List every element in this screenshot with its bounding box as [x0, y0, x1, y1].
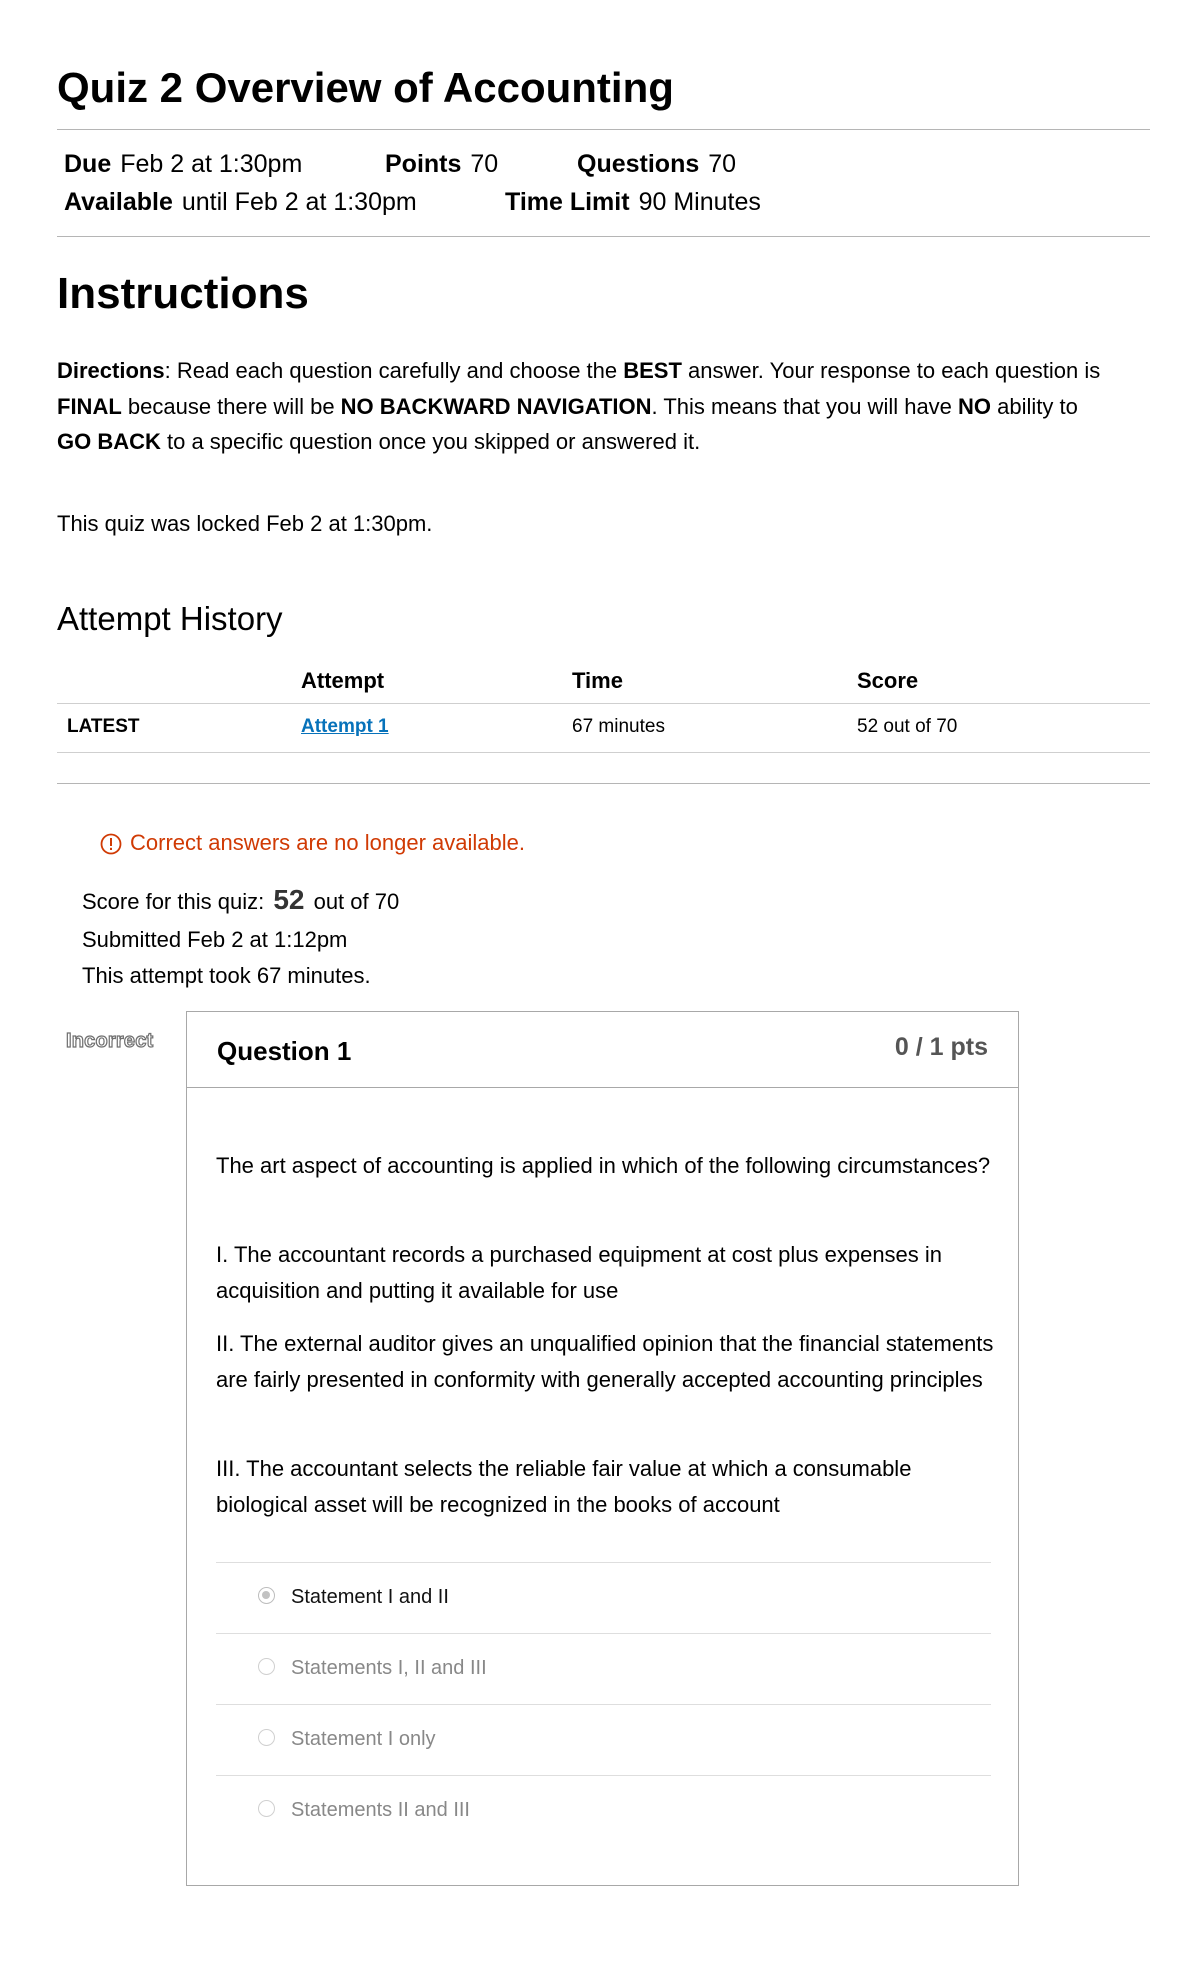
- radio-selected-icon[interactable]: [258, 1587, 275, 1604]
- alert-circle-icon: [100, 832, 122, 854]
- directions-part: . This means that you will have: [651, 393, 959, 419]
- answer-option[interactable]: [216, 1704, 991, 1775]
- locked-notice: This quiz was locked Feb 2 at 1:30pm.: [57, 511, 433, 536]
- radio-icon[interactable]: [258, 1658, 275, 1675]
- directions-text: [57, 353, 1117, 460]
- questions-label: Questions: [577, 150, 700, 178]
- table-row-divider: [57, 752, 1150, 753]
- available-label: Available: [64, 188, 173, 216]
- answer-option[interactable]: [216, 1562, 991, 1633]
- points-info: [385, 148, 498, 180]
- question-prompt: The art aspect of accounting is applied in which of the following circumstances?: [216, 1153, 991, 1178]
- submitted-time: Submitted Feb 2 at 1:12pm: [82, 927, 348, 952]
- directions-label: Directions: [57, 358, 165, 383]
- available-info: [64, 186, 417, 218]
- answer-list: [216, 1562, 991, 1846]
- answers-unavailable-alert: [100, 827, 525, 859]
- answer-label: Statement I and II: [291, 1586, 449, 1608]
- time-limit-label: Time Limit: [505, 188, 630, 216]
- time-limit-value: 90 Minutes: [638, 188, 761, 216]
- directions-part: because there will be: [121, 393, 341, 419]
- due-date: [64, 148, 302, 180]
- score-prefix: Score for this quiz:: [82, 889, 271, 914]
- directions-emphasis: NO: [958, 393, 992, 419]
- time-limit-info: [505, 186, 761, 218]
- questions-value: 70: [708, 150, 737, 178]
- directions-emphasis: NO BACKWARD NAVIGATION: [340, 393, 652, 419]
- attempt-cell: [301, 712, 389, 742]
- answer-label: Statement I only: [291, 1728, 436, 1750]
- directions-emphasis: GO BACK: [57, 429, 161, 454]
- question-statement-3: III. The accountant selects the reliable fair value at which a consumable biological asset will be recognized in the books of account: [216, 1456, 912, 1517]
- column-header-time: Time: [572, 668, 623, 693]
- attempt-history-heading: Attempt History: [57, 600, 283, 637]
- answer-option[interactable]: [216, 1775, 991, 1846]
- answer-label: Statements II and III: [291, 1799, 470, 1821]
- section-divider: [57, 783, 1150, 784]
- directions-part: to a specific question once you skipped or answered it.: [160, 429, 701, 454]
- available-value: until Feb 2 at 1:30pm: [181, 188, 417, 216]
- directions-emphasis: BEST: [623, 358, 682, 383]
- question-title: Question 1: [217, 1036, 352, 1066]
- points-value: 70: [470, 150, 499, 178]
- directions-part: ability to: [991, 393, 1078, 419]
- column-header-score: Score: [857, 668, 919, 693]
- alert-text: Correct answers are no longer available.: [130, 830, 525, 855]
- page-title: Quiz 2 Overview of Accounting: [57, 64, 674, 111]
- column-header-attempt: Attempt: [301, 668, 385, 693]
- score-cell: 52 out of 70: [857, 716, 958, 737]
- score-value: 52: [273, 884, 305, 915]
- latest-tag: LATEST: [67, 716, 140, 737]
- points-label: Points: [385, 150, 462, 178]
- radio-icon[interactable]: [258, 1800, 275, 1817]
- answer-label: Statements I, II and III: [291, 1657, 487, 1679]
- attempt-link[interactable]: Attempt 1: [301, 716, 389, 737]
- answer-option[interactable]: [216, 1633, 991, 1704]
- directions-part: answer. Your response to each question is: [681, 358, 1101, 383]
- attempt-duration: This attempt took 67 minutes.: [82, 963, 371, 988]
- question-statement-2: II. The external auditor gives an unqualified opinion that the financial statements are fairly presented in conformity with generally accepted accounting principles: [216, 1331, 994, 1392]
- time-cell: 67 minutes: [572, 716, 665, 737]
- directions-emphasis: FINAL: [57, 393, 122, 419]
- incorrect-badge: Incorrect: [66, 1030, 154, 1052]
- question-statement-1: I. The accountant records a purchased equipment at cost plus expenses in acquisition and putting it available for use: [216, 1242, 943, 1303]
- question-header: [187, 1012, 1018, 1088]
- question-points: 0 / 1 pts: [894, 1033, 988, 1061]
- quiz-score: [82, 884, 399, 918]
- due-label: Due: [64, 150, 112, 178]
- meta-divider: [57, 236, 1150, 237]
- radio-icon[interactable]: [258, 1729, 275, 1746]
- instructions-heading: Instructions: [57, 269, 309, 318]
- score-suffix: out of 70: [307, 889, 400, 914]
- due-value: Feb 2 at 1:30pm: [120, 150, 303, 178]
- directions-part: : Read each question carefully and choose the: [164, 358, 624, 383]
- table-header-divider: [57, 703, 1150, 704]
- header-divider: [57, 129, 1150, 130]
- questions-info: [577, 148, 736, 180]
